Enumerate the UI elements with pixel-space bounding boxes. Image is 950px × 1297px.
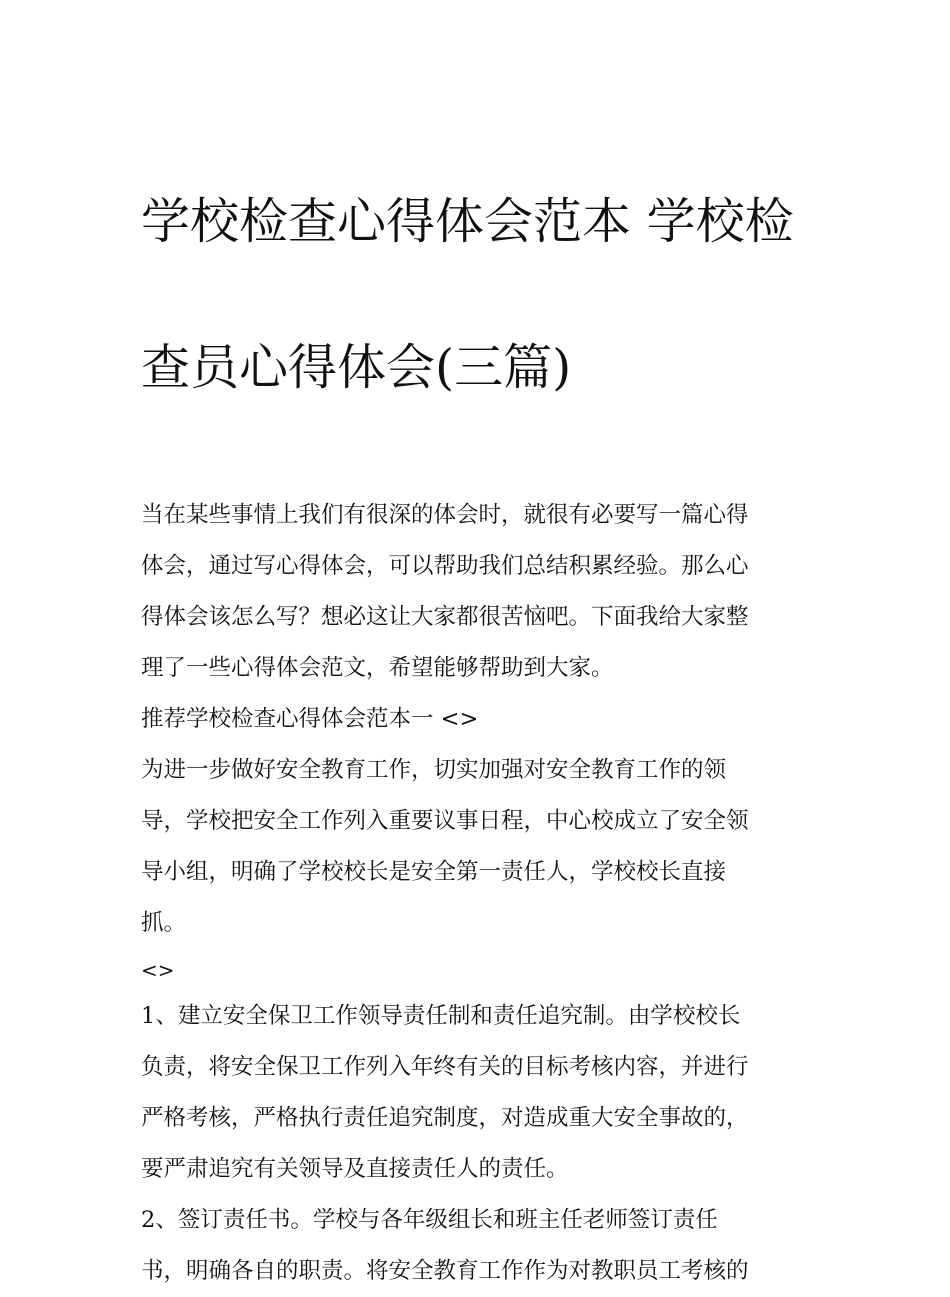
- text-line: 当在某些事情上我们有很深的体会时，就很有必要写一篇心得: [141, 502, 749, 528]
- title-line: 查员心得体会(三篇): [141, 339, 572, 396]
- text-line: 导，学校把安全工作列入重要议事日程，中心校成立了安全领: [141, 808, 749, 834]
- text-line: 推荐学校检查心得体会范本一 <>: [141, 706, 479, 732]
- text-line: 要严肃追究有关领导及直接责任人的责任。: [141, 1156, 569, 1182]
- text-line: 抓。: [141, 910, 187, 936]
- text-line: 理了一些心得体会范文，希望能够帮助到大家。: [141, 655, 614, 681]
- document-title: [141, 112, 813, 477]
- text-line: 严格考核，严格执行责任追究制度，对造成重大安全事故的，: [141, 1105, 749, 1131]
- text-line: 导小组，明确了学校校长是安全第一责任人，学校校长直接: [141, 859, 727, 885]
- body-paragraph: [141, 745, 813, 949]
- list-item-1: [141, 991, 813, 1195]
- marker-text: <>: [141, 958, 175, 982]
- text-line: 得体会该怎么写？想必这让大家都很苦恼吧。下面我给大家整: [141, 604, 749, 630]
- text-line: 负责，将安全保卫工作列入年终有关的目标考核内容，并进行: [141, 1054, 749, 1080]
- intro-paragraph: [141, 490, 813, 694]
- list-item-2: [141, 1195, 813, 1297]
- section-heading: [141, 694, 813, 745]
- text-line: 2、签订责任书。学校与各年级组长和班主任老师签订责任: [141, 1207, 718, 1233]
- text-line: 为进一步做好安全教育工作，切实加强对安全教育工作的领: [141, 757, 727, 783]
- title-line: 学校检查心得体会范本 学校检: [141, 193, 794, 250]
- text-line: 1、建立安全保卫工作领导责任制和责任追究制。由学校校长: [141, 1003, 741, 1029]
- document-body: [141, 112, 813, 1297]
- text-line: 体会，通过写心得体会，可以帮助我们总结积累经验。那么心: [141, 553, 749, 579]
- text-line: 书，明确各自的职责。将安全教育工作作为对教职员工考核的: [141, 1258, 749, 1284]
- marker-paragraph: [141, 949, 813, 991]
